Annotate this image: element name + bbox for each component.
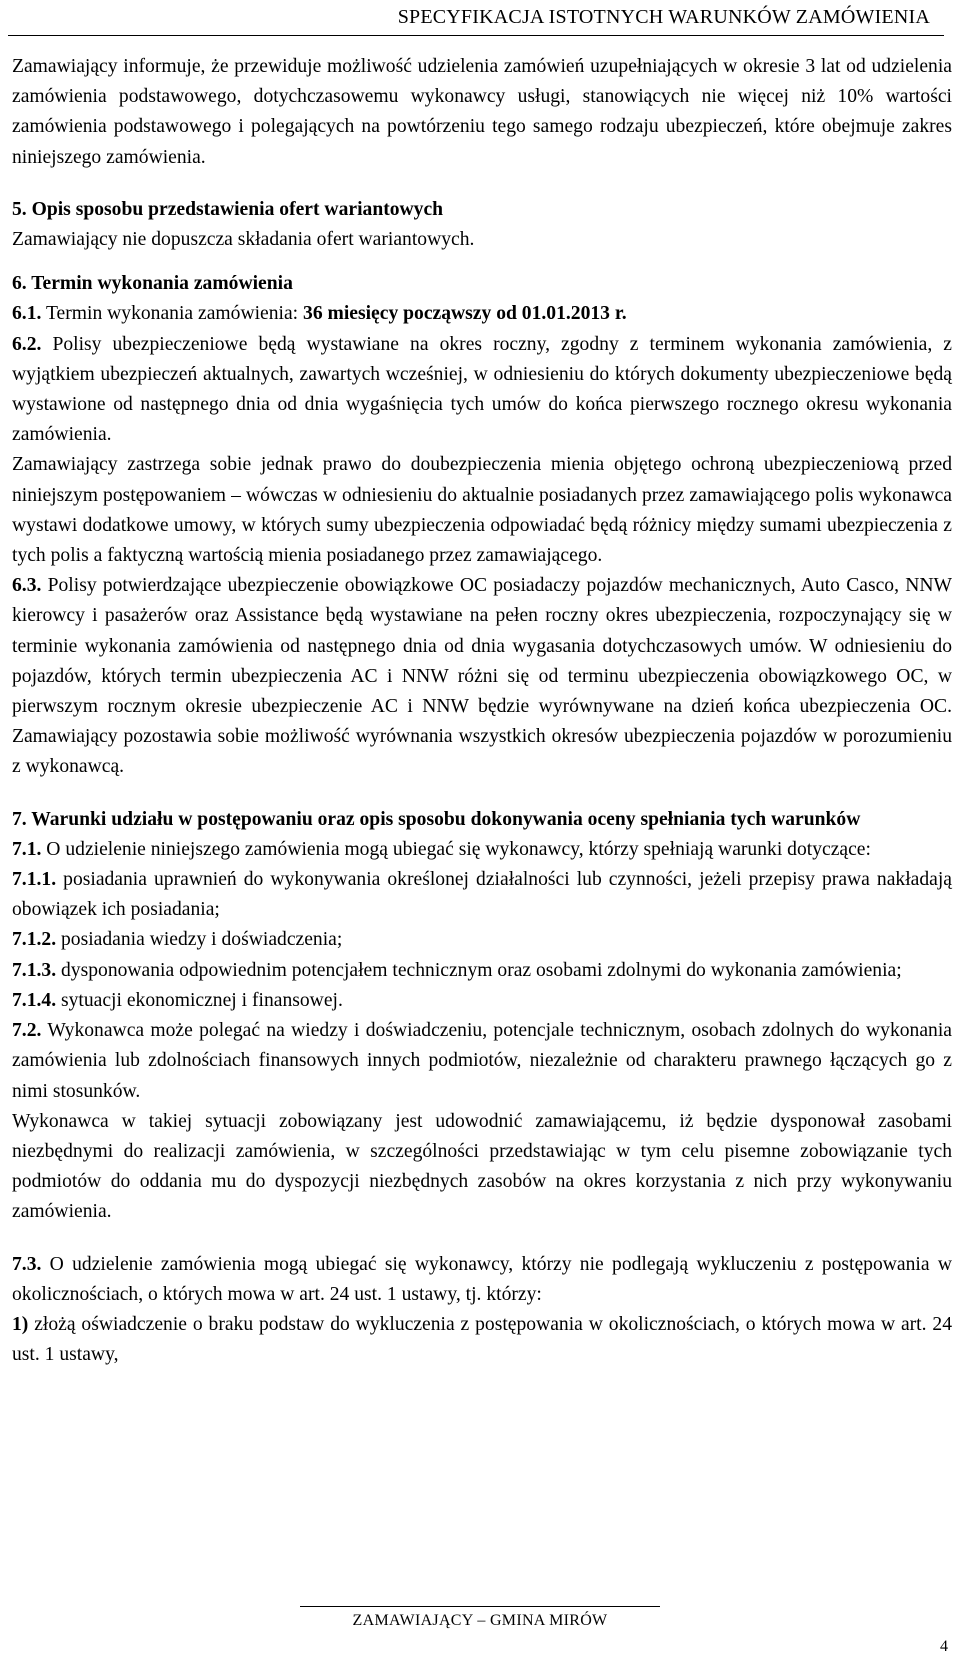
section-7-1-2-text: posiadania wiedzy i doświadczenia; (61, 929, 343, 951)
section-6-3-text: Polisy potwierdzające ubezpieczenie obowiązkowe OC posiadaczy pojazdów mechanicznych, Auto Casco, NNW kierowcy i pasażerów oraz Assistance będą wystawiane na pełen roczny okres ubezpieczenia, rozpoczynający się w terminie wykonania zamówienia od następnego dnia od dnia wygasania dotychczasowych umów. W odniesieniu do pojazdów, których termin ubezpieczenia AC i NNW różni się od terminu ubezpieczenia obowiązkowego OC, w pierwszym rocznym okresie ubezpieczenie AC i NNW będzie wyrównywane na dzień końca ubezpieczenia OC. Zamawiający pozostawia sobie możliwość wyrównania wszystkich okresów ubezpieczenia pojazdów w porozumieniu z wykonawcą. (12, 575, 952, 778)
list-item-1 (12, 1310, 952, 1370)
section-7-1-2-number: 7.1.2. (12, 929, 57, 951)
document-body (12, 52, 952, 1370)
document-title: SPECYFIKACJA ISTOTNYCH WARUNKÓW ZAMÓWIENIA (397, 6, 930, 28)
section-6-2-text: Polisy ubezpieczeniowe będą wystawiane na okres roczny, zgodny z terminem wykonania zamówienia, z wyjątkiem ubezpieczeń aktualnych, zawartych wcześniej, w odniesieniu do których dokumenty ubezpieczeniowe będą wystawione od następnego dnia od dnia wygaśnięcia tych umów do końca pierwszego rocznego okresu wykonania zamówienia. (12, 333, 952, 446)
list-item-1-text: złożą oświadczenie o braku podstaw do wykluczenia z postępowania w okolicznościach, o których mowa w art. 24 ust. 1 ustawy, (12, 1313, 953, 1366)
section-7-1-4-text: sytuacji ekonomicznej i finansowej. (61, 989, 343, 1011)
section-7-1-4 (12, 986, 952, 1016)
section-7-1-3 (12, 956, 952, 986)
intro-paragraph: Zamawiający informuje, że przewiduje możliwość udzielenia zamówień uzupełniających w okresie 3 lat od udzielenia zamówienia podstawowego, dotychczasowemu wykonawcy usługi, stanowiących nie więcej niż 10% wartości zamówienia podstawowego i polegających na powtórzeniu tego samego rodzaju ubezpieczeń, które obejmuje zakres niniejszego zamówienia. (12, 56, 952, 168)
section-7-1-number: 7.1. (12, 838, 42, 860)
list-item-1-number: 1) (12, 1313, 29, 1335)
section-7-3-number: 7.3. (12, 1253, 42, 1275)
section-7-2-number: 7.2. (12, 1020, 42, 1042)
section-6-heading: 6. Termin wykonania zamówienia (12, 273, 293, 295)
section-7-2 (12, 1016, 952, 1107)
section-7-1-2 (12, 925, 952, 955)
section-7-1-1-number: 7.1.1. (12, 869, 57, 891)
section-6-2-continued: Zamawiający zastrzega sobie jednak prawo do doubezpieczenia mienia objętego ochroną ubezpieczeniową przed niniejszym postępowaniem – wówczas w odniesieniu do aktualnie posiadanych przez zamawiającego polis wykonawca wystawi dodatkowe umowy, w których sumy ubezpieczenia odpowiadać będą różnicy między sumami ubezpieczenia z tych polis a faktyczną wartością mienia posiadanego przez zamawiającego. (12, 454, 952, 567)
section-7-1-1-text: posiadania uprawnień do wykonywania określonej działalności lub czynności, jeżeli przepisy prawa nakładają obowiązek ich posiadania; (12, 869, 952, 921)
section-7-heading: 7. Warunki udziału w postępowaniu oraz opis sposobu dokonywania oceny spełniania tych warunków (12, 808, 861, 830)
section-7-1-3-text: dysponowania odpowiednim potencjałem technicznym oraz osobami zdolnymi do wykonania zamówienia; (61, 959, 902, 981)
section-6-2-number: 6.2. (12, 333, 42, 355)
section-7-3-text: O udzielenie zamówienia mogą ubiegać się wykonawcy, którzy nie podlegają wykluczeniu z postępowania w okolicznościach, o których mowa w art. 24 ust. 1 ustawy, tj. którzy: (12, 1253, 952, 1305)
section-7-1-4-number: 7.1.4. (12, 989, 57, 1011)
section-7-1-text: O udzielenie niniejszego zamówienia mogą ubiegać się wykonawcy, którzy spełniają warunki dotyczące: (46, 838, 871, 860)
page-number: 4 (940, 1638, 948, 1655)
section-6-1-term: 36 miesięcy począwszy od 01.01.2013 r. (303, 303, 627, 325)
section-7-1-3-number: 7.1.3. (12, 959, 57, 981)
footer-text: ZAMAWIAJĄCY – GMINA MIRÓW (352, 1612, 608, 1629)
page-header (0, 4, 960, 36)
page-footer (0, 1606, 960, 1666)
section-6-1-text: Termin wykonania zamówienia: (45, 303, 299, 325)
section-6-3 (12, 571, 952, 782)
section-6-1 (12, 299, 952, 329)
section-6-1-number: 6.1. (12, 303, 42, 325)
section-5-text: Zamawiający nie dopuszcza składania ofert wariantowych. (12, 229, 475, 251)
section-7-1 (12, 835, 952, 865)
section-6-3-number: 6.3. (12, 575, 42, 597)
section-7-3 (12, 1250, 952, 1310)
section-6-2 (12, 330, 952, 451)
section-5-heading: 5. Opis sposobu przedstawienia ofert wariantowych (12, 198, 444, 220)
header-divider (8, 35, 944, 36)
section-7-1-1 (12, 865, 952, 925)
section-7-2-continued: Wykonawca w takiej sytuacji zobowiązany jest udowodnić zamawiającemu, iż będzie dysponował zasobami niezbędnymi do realizacji zamówienia, w szczególności przedstawiając w tym celu pisemne zobowiązanie tych podmiotów do oddania mu do dyspozycji niezbędnych zasobów na okres korzystania z nich przy wykonywaniu zamówienia. (12, 1110, 952, 1223)
footer-divider (300, 1606, 660, 1607)
section-7-2-text: Wykonawca może polegać na wiedzy i doświadczeniu, potencjale technicznym, osobach zdolnych do wykonania zamówienia lub zdolnościach finansowych innych podmiotów, niezależnie od charakteru prawnego łączących go z nimi stosunków. (12, 1020, 952, 1102)
